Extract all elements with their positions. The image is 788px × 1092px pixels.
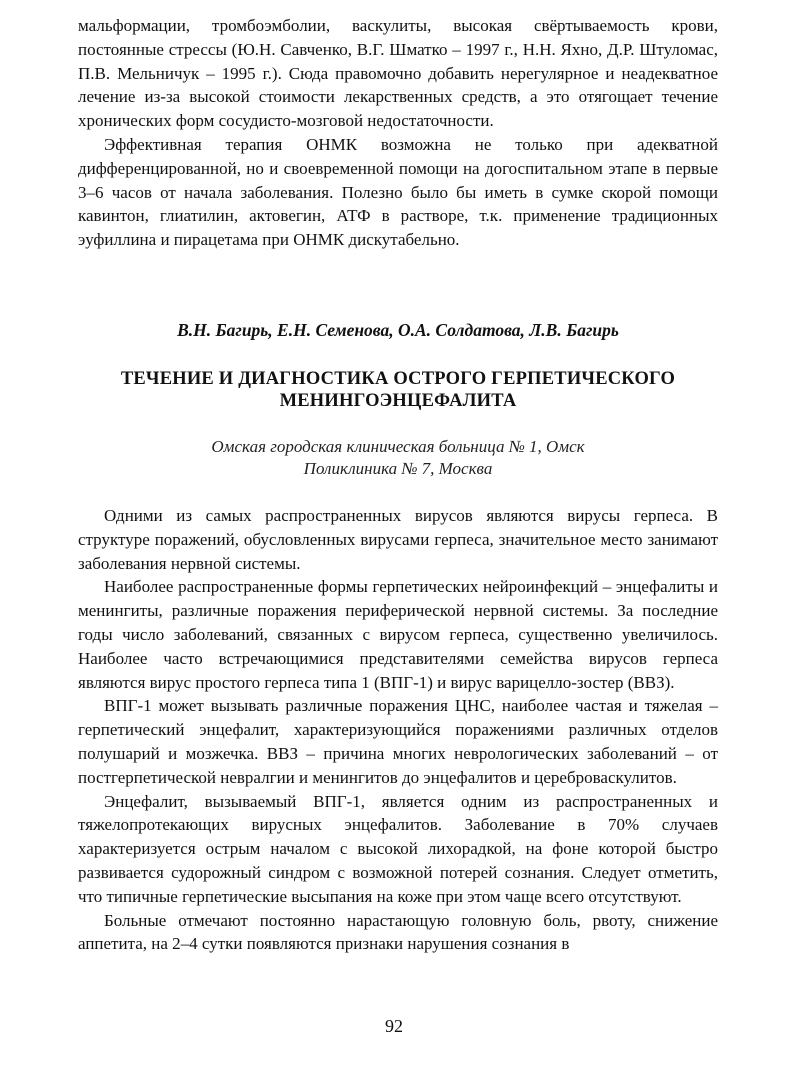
affiliation-line-1: Омская городская клиническая больница № 1, Омск	[211, 437, 585, 456]
body-paragraph-5: Больные отмечают постоянно нарастающую головную боль, рвоту, снижение аппетита, на 2–4 сутки появляются признаки нарушения сознания в	[78, 910, 718, 954]
article-title	[78, 368, 718, 412]
prev-paragraph-1: мальформации, тромбоэмболии, васкулиты, высокая свёртываемость крови, постоянные стрессы (Ю.Н. Савченко, В.Г. Шматко – 1997 г., Н.Н. Яхно, Д.Р. Штуломас, П.В. Мельничук – 1995 г.). Сюда правомочно добавить нерегулярное и неадекватное лечение из-за высокой стоимости лекарственных средств, а это отягощает течение хронических форм сосудисто-мозговой недостаточности.	[78, 16, 718, 131]
previous-article-text	[78, 14, 718, 252]
body-paragraph-4: Энцефалит, вызываемый ВПГ-1, является одним из распространенных и тяжелопротекающих вирусных энцефалитов. Заболевание в 70% случаев характеризуется острым началом с высокой лихорадкой, на фоне которой быстро развивается судорожный синдром с возможной потерей сознания. Следует отметить, что типичные герпетические высыпания на коже при этом чаще всего отсутствуют.	[78, 791, 718, 906]
article-body	[78, 504, 718, 956]
article-affiliations	[78, 436, 718, 480]
bottom-margin	[0, 1060, 788, 1092]
article-title-line-1: ТЕЧЕНИЕ И ДИАГНОСТИКА ОСТРОГО ГЕРПЕТИЧЕСКОГО	[120, 369, 676, 389]
article-authors: В.Н. Багирь, Е.Н. Семенова, О.А. Солдатова, Л.В. Багирь	[177, 320, 619, 340]
prev-paragraph-2: Эффективная терапия ОНМК возможна не только при адекватной дифференцированной, но и своевременной помощи на догоспитальном этапе в первые 3–6 часов от начала заболевания. Полезно было бы иметь в сумке скорой помощи кавинтон, глиатилин, актовегин, АТФ в растворе, т.к. применение традиционных эуфиллина и пирацетама при ОНМК дискутабельно.	[78, 134, 718, 250]
page-number: 92	[385, 1016, 403, 1036]
body-paragraph-3: ВПГ-1 может вызывать различные поражения ЦНС, наиболее частая и тяжелая – герпетический энцефалит, характеризующийся поражениями различных отделов полушарий и мозжечка. ВВЗ – причина многих неврологических заболеваний – от постгерпетической невралгии и менингитов до энцефалитов и цереброваскулитов.	[78, 696, 718, 787]
body-paragraph-1: Одними из самых распространенных вирусов являются вирусы герпеса. В структуре поражений, обусловленных вирусами герпеса, значительное место занимают заболевания нервной системы.	[78, 506, 718, 573]
body-paragraph-2: Наиболее распространенные формы герпетических нейроинфекций – энцефалиты и менингиты, различные поражения периферической нервной системы. За последние годы число заболеваний, связанных с вирусом герпеса, существенно увеличилось. Наиболее часто встречающимися представителями семейства вирусов герпеса являются вирус простого герпеса типа 1 (ВПГ-1) и вирус варицелло-зостер (ВВЗ).	[78, 577, 718, 692]
affiliation-line-2: Поликлиника № 7, Москва	[303, 459, 493, 478]
article-title-line-2: МЕНИНГОЭНЦЕФАЛИТА	[279, 391, 517, 411]
